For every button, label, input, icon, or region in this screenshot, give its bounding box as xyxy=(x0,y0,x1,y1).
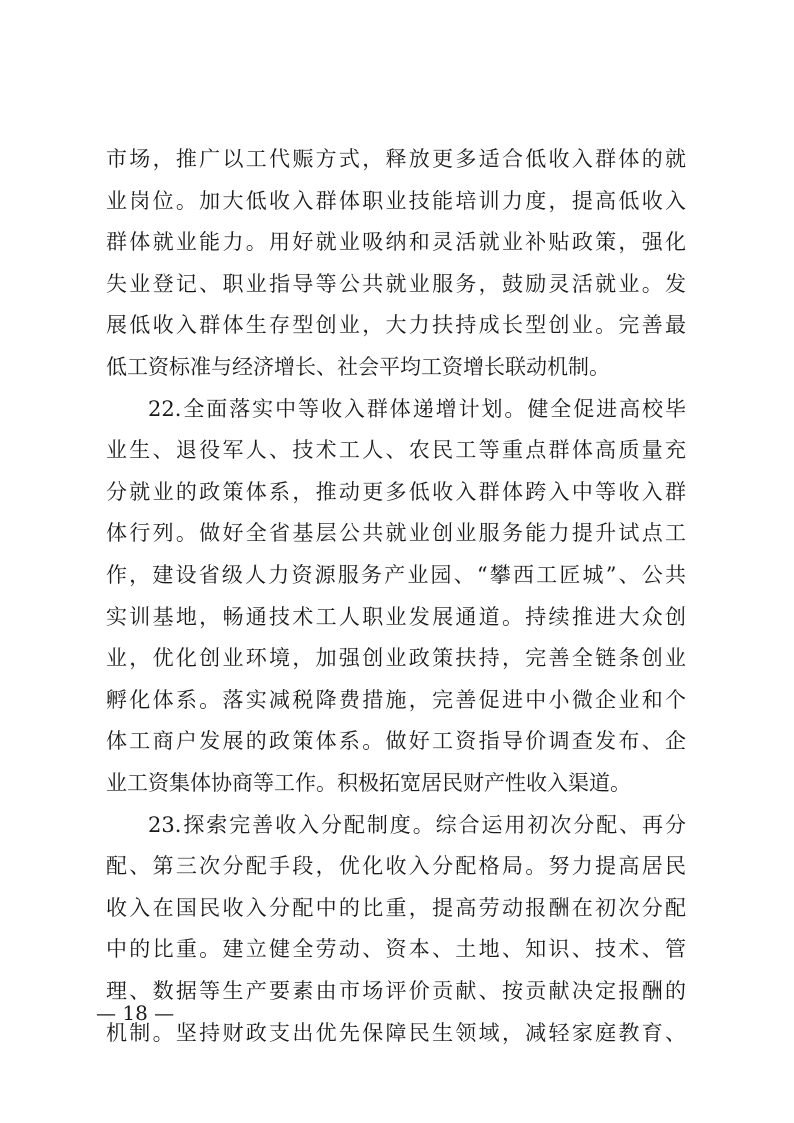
text-line: 市场，推广以工代赈方式，释放更多适合低收入群体的就 xyxy=(106,147,686,171)
text-line: 分就业的政策体系，推动更多低收入群体跨入中等收入群 xyxy=(106,480,686,504)
text-line: 业工资集体协商等工作。积极拓宽居民财产性收入渠道。 xyxy=(106,771,631,795)
text-line: 收入在国民收入分配中的比重，提高劳动报酬在初次分配 xyxy=(106,896,686,920)
text-line: 群体就业能力。用好就业吸纳和灵活就业补贴政策，强化 xyxy=(106,230,686,254)
text-line: 机制。坚持财政支出优先保障民生领域，减轻家庭教育、 xyxy=(106,1021,686,1045)
text-line: 展低收入群体生存型创业，大力扶持成长型创业。完善最 xyxy=(106,313,686,337)
section-23-first-line: 23.探索完善收入分配制度。综合运用初次分配、再分 xyxy=(148,813,686,837)
section-22-first-line: 22.全面落实中等收入群体递增计划。健全促进高校毕 xyxy=(148,397,686,421)
text-line: 体行列。做好全省基层公共就业创业服务能力提升试点工 xyxy=(106,521,686,545)
text-line: 作，建设省级人力资源服务产业园、“攀西工匠城”、公共 xyxy=(106,563,686,587)
text-line: 业生、退役军人、技术工人、农民工等重点群体高质量充 xyxy=(106,438,686,462)
text-line: 孵化体系。落实减税降费措施，完善促进中小微企业和个 xyxy=(106,688,686,712)
text-line: 业，优化创业环境，加强创业政策扶持，完善全链条创业 xyxy=(106,646,686,670)
text-line: 低工资标准与经济增长、社会平均工资增长联动机制。 xyxy=(106,355,610,379)
text-line: 失业登记、职业指导等公共就业服务，鼓励灵活就业。发 xyxy=(106,272,686,296)
text-line: 业岗位。加大低收入群体职业技能培训力度，提高低收入 xyxy=(106,189,686,213)
text-line: 实训基地，畅通技术工人职业发展通道。持续推进大众创 xyxy=(106,605,686,629)
text-line: 体工商户发展的政策体系。做好工资指导价调查发布、企 xyxy=(106,729,686,753)
text-line: 中的比重。建立健全劳动、资本、土地、知识、技术、管 xyxy=(106,937,686,961)
text-line: 理、数据等生产要素由市场评价贡献、按贡献决定报酬的 xyxy=(106,979,686,1003)
page-number: — 18 — xyxy=(96,1001,175,1025)
text-line: 配、第三次分配手段，优化收入分配格局。努力提高居民 xyxy=(106,854,686,878)
